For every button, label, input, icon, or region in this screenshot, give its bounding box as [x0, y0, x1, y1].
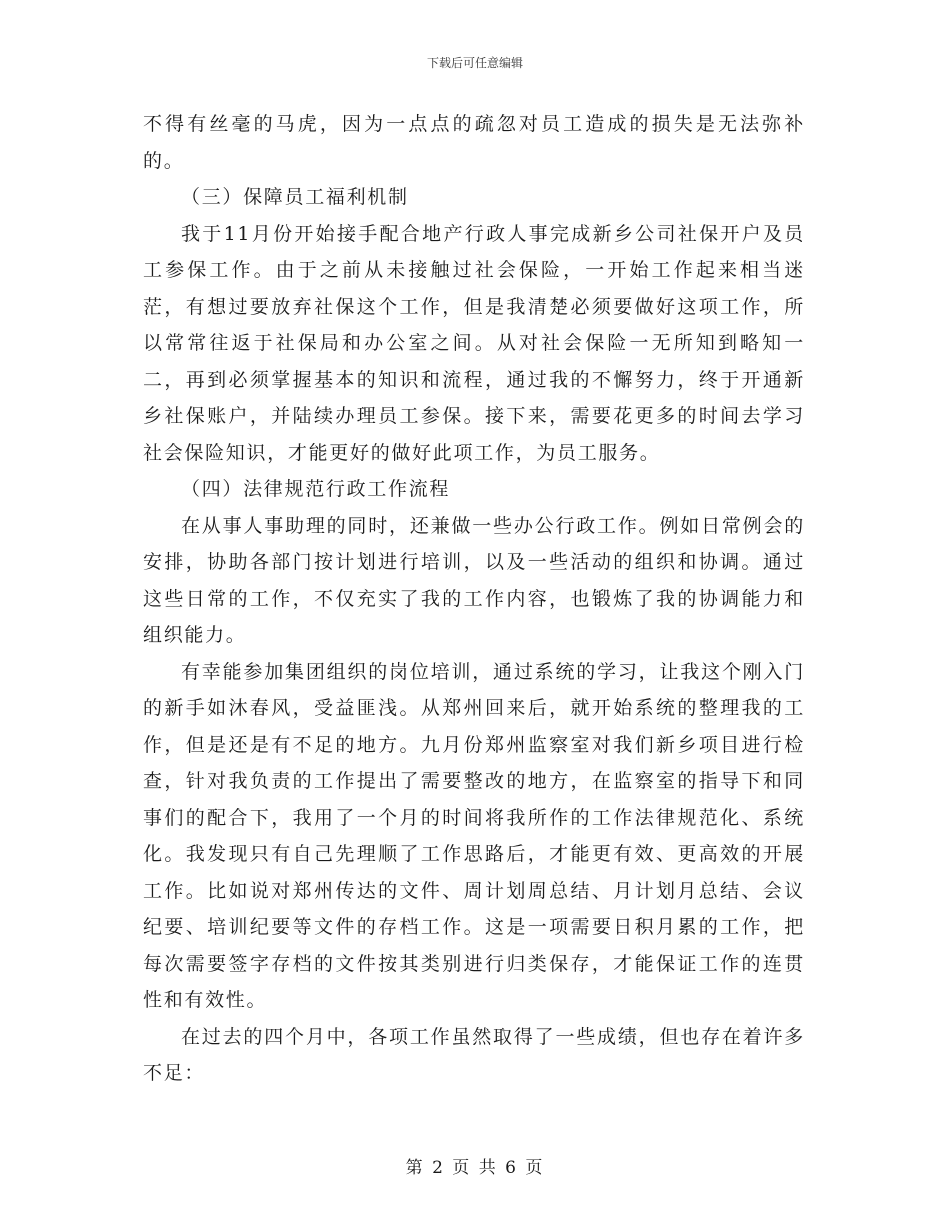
paragraph-shortcomings: 在过去的四个月中，各项工作虽然取得了一些成绩，但也存在着许多不足：: [143, 1025, 805, 1084]
paragraph-admin-work: 在从事人事助理的同时，还兼做一些办公行政工作。例如日常例会的安排，协助各部门按计划进行培训，以及一些活动的组织和协调。通过这些日常的工作，不仅充实了我的工作内容，也锻炼了我的协调能力和组织能力。: [143, 514, 805, 646]
paragraph-training: 有幸能参加集团组织的岗位培训，通过系统的学习，让我这个刚入门的新手如沐春风，受益匪浅。从郑州回来后，就开始系统的整理我的工作，但是还是有不足的地方。九月份郑州监察室对我们新乡项目进行检查，针对我负责的工作提出了需要整改的地方，在监察室的指导下和同事们的配合下，我用了一个月的时间将我所作的工作法律规范化、系统化。我发现只有自己先理顺了工作思路后，才能更有效、更高效的开展工作。比如说对郑州传达的文件、周计划周总结、月计划月总结、会议纪要、培训纪要等文件的存档工作。这是一项需要日积月累的工作，把每次需要签字存档的文件按其类别进行归类保存，才能保证工作的连贯性和有效性。: [143, 660, 805, 1011]
paragraph-continuation: 不得有丝毫的马虎，因为一点点的疏忽对员工造成的损失是无法弥补的。: [143, 113, 805, 172]
page-header: 下载后可任意编辑: [426, 56, 523, 70]
page-number-footer: 第 2 页 共 6 页: [405, 1158, 545, 1178]
document-body: [143, 106, 805, 1092]
section-heading-4: （四）法律规范行政工作流程: [181, 478, 451, 500]
paragraph-social-insurance: 我于11月份开始接手配合地产行政人事完成新乡公司社保开户及员工参保工作。由于之前从未接触过社会保险，一开始工作起来相当迷茫，有想过要放弃社保这个工作，但是我清楚必须要做好这项工作，所以常常往返于社保局和办公室之间。从对社会保险一无所知到略知一二，再到必须掌握基本的知识和流程，通过我的不懈努力，终于开通新乡社保账户，并陆续办理员工参保。接下来，需要花更多的时间去学习社会保险知识，才能更好的做好此项工作，为员工服务。: [143, 222, 805, 464]
section-heading-3: （三）保障员工福利机制: [181, 186, 409, 208]
